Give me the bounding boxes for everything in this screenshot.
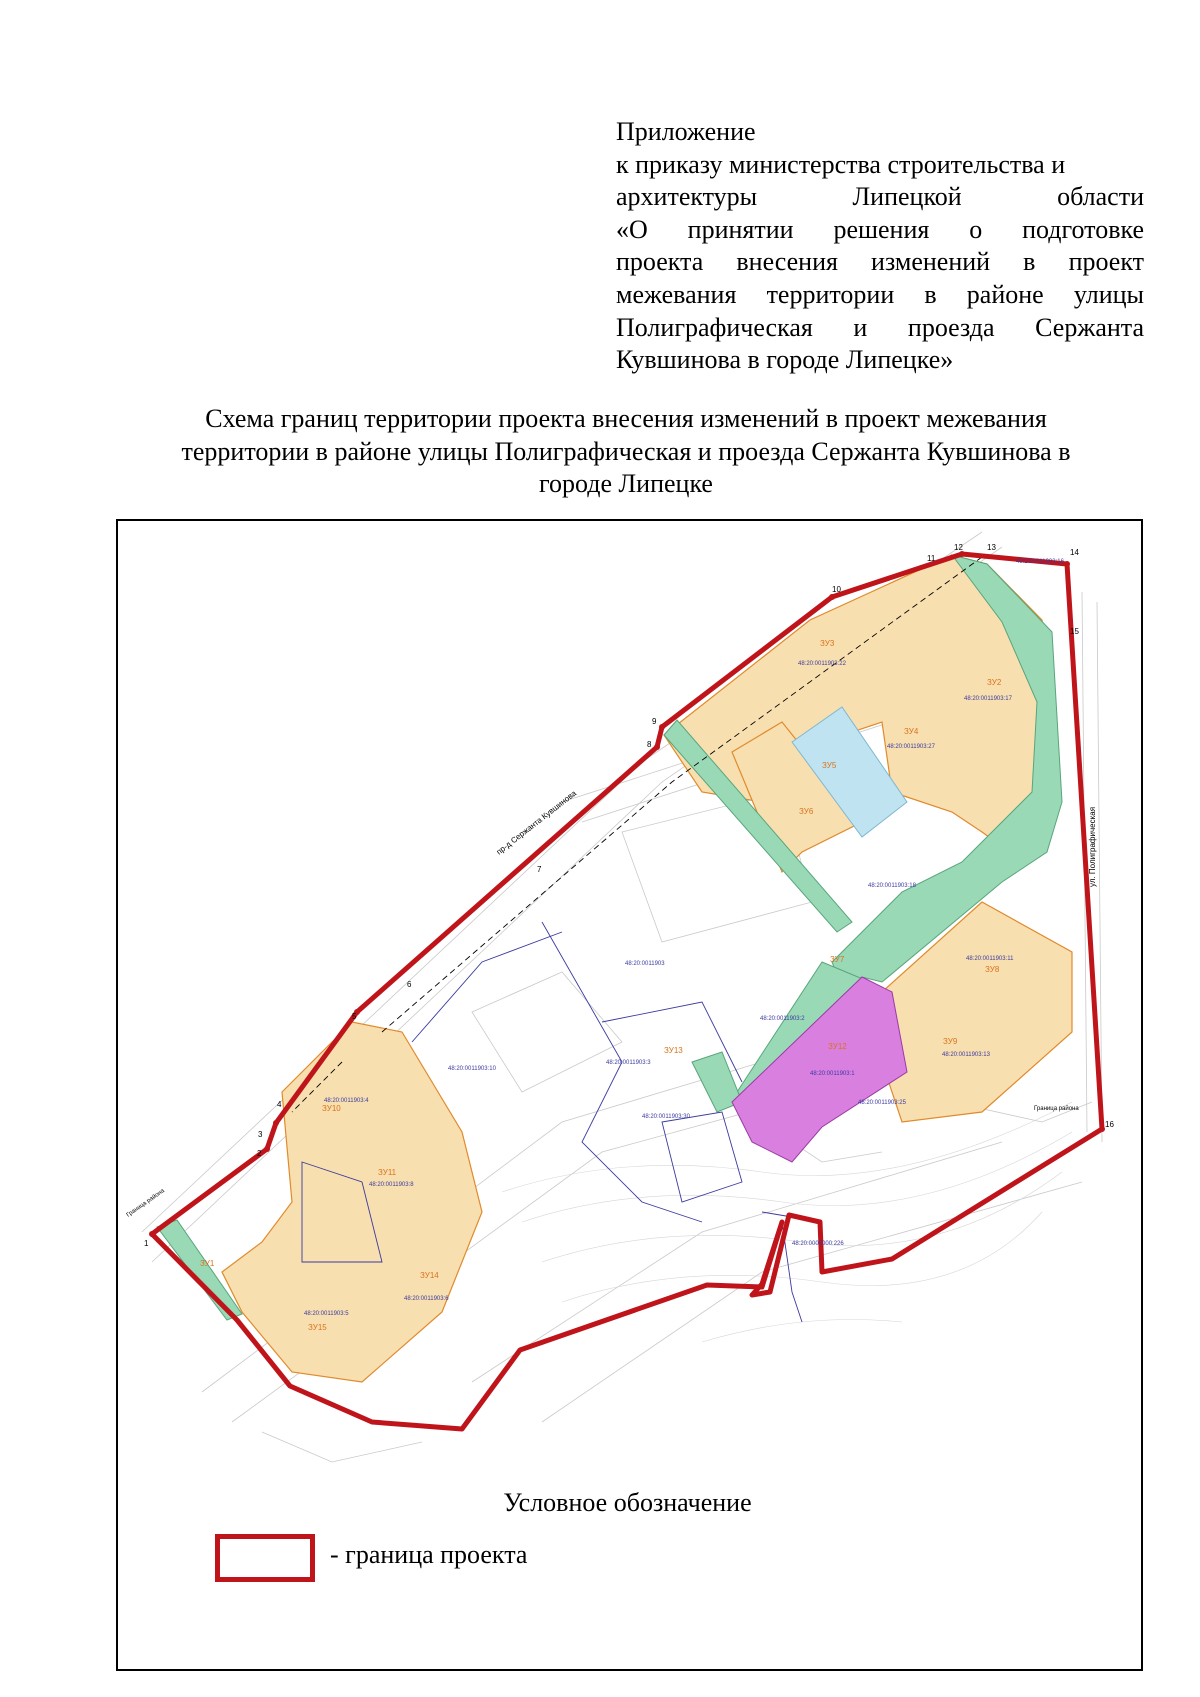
cadastral-label: 48:20:0011903:17 <box>964 696 1012 702</box>
misc-label: Граница района <box>1034 1106 1079 1112</box>
zone-label: ЗУ12 <box>828 1042 847 1051</box>
zone-label: ЗУ2 <box>987 678 1002 687</box>
scheme-title-line: городе Липецке <box>539 469 713 498</box>
zone-label: ЗУ15 <box>308 1323 327 1332</box>
cadastral-label: 48:20:0011903:8 <box>369 1182 414 1188</box>
point-label: 14 <box>1070 548 1079 557</box>
legend-swatch-boundary <box>215 1534 315 1582</box>
zone-polygon <box>222 1022 482 1382</box>
zone-label: ЗУ3 <box>820 639 835 648</box>
zone-label: ЗУ7 <box>830 955 845 964</box>
zone-label: ЗУ14 <box>420 1271 439 1280</box>
appendix-line: межевания территории в районе улицы <box>616 279 1144 309</box>
point-label: 5 <box>352 1012 357 1021</box>
point-label: 7 <box>537 865 542 874</box>
street-label-kuvshinov: пр-д Сержанта Кувшинова <box>494 788 579 857</box>
point-label: 15 <box>1070 627 1079 636</box>
point-label: 3 <box>258 1130 263 1139</box>
cadastral-label: 48:20:0011903:4 <box>324 1098 369 1104</box>
point-label: 6 <box>407 980 412 989</box>
zone-label: ЗУ5 <box>822 761 837 770</box>
scheme-title <box>120 403 1132 501</box>
cadastral-label: 48:20:0011903:13 <box>942 1052 990 1058</box>
point-label: 4 <box>277 1100 282 1109</box>
cadastral-label: 48:20:0011903 <box>625 961 665 967</box>
cadastral-label: 48:20:0011903:10 <box>448 1066 496 1072</box>
scheme-title-line: Схема границ территории проекта внесения изменений в проект межевания <box>205 404 1047 433</box>
appendix-block <box>616 116 1144 377</box>
scheme-title-line: территории в районе улицы Полиграфическая и проезда Сержанта Кувшинова в <box>181 436 1071 466</box>
point-label: 2 <box>257 1149 262 1158</box>
legend-label-boundary: - граница проекта <box>330 1540 528 1569</box>
zone-label: ЗУ6 <box>799 807 814 816</box>
point-label: 9 <box>652 717 657 726</box>
point-label: 13 <box>987 543 996 552</box>
appendix-line: проекта внесения изменений в проект <box>616 247 1144 277</box>
appendix-line: к приказу министерства строительства и <box>616 149 1066 179</box>
street-label-poligraf: ул. Полиграфическая <box>1088 806 1097 887</box>
point-label: 1 <box>144 1239 149 1248</box>
cadastral-label: 48:20:0011903:2 <box>760 1016 805 1022</box>
zone-label: ЗУ11 <box>378 1168 397 1177</box>
point-label: 11 <box>927 554 936 563</box>
cadastral-label: 48:20:0011903:1 <box>810 1071 855 1077</box>
legend-title: Условное обозначение <box>503 1488 752 1517</box>
appendix-line: Кувшинова в городе Липецке» <box>616 345 954 375</box>
appendix-line: «О принятии решения о подготовке <box>616 214 1144 244</box>
point-label: 16 <box>1105 1120 1114 1129</box>
orange-zones <box>222 555 1072 1382</box>
appendix-line: Полиграфическая и проезда Сержанта <box>616 312 1144 342</box>
zone-label: ЗУ8 <box>985 965 1000 974</box>
point-label: 8 <box>647 740 652 749</box>
misc-label: Граница района <box>125 1188 166 1219</box>
cadastral-label: 48:20:0011903:25 <box>858 1100 906 1106</box>
cadastral-label: 48:20:0011903:27 <box>887 744 935 750</box>
cadastral-label: 48:20:0011903:6 <box>404 1296 449 1302</box>
cadastral-label: 48:20:0011903:18 <box>868 883 916 889</box>
zone-label: ЗУ4 <box>904 727 919 736</box>
zone-label: ЗУ9 <box>943 1037 958 1046</box>
point-label: 12 <box>954 543 963 552</box>
cadastral-label: 48:20:0011903:3 <box>606 1060 651 1066</box>
cadastral-label: 48:20:0011903:11 <box>966 956 1014 962</box>
cadastral-label: 48:20:0000000:226 <box>792 1241 844 1247</box>
zone-label: ЗУ1 <box>200 1259 215 1268</box>
appendix-line: архитектуры Липецкой области <box>616 182 1144 212</box>
cadastral-label: 48:20:0011903:16 <box>1016 559 1064 565</box>
appendix-line: Приложение <box>616 117 756 146</box>
cadastral-label: 48:20:0011903:5 <box>304 1311 349 1317</box>
cadastral-label: 48:20:0011903:30 <box>642 1114 690 1120</box>
zone-label: ЗУ10 <box>322 1104 341 1113</box>
cadastral-label: 48:20:0011903:22 <box>798 661 846 667</box>
point-label: 10 <box>832 585 841 594</box>
zone-label: ЗУ13 <box>664 1046 683 1055</box>
